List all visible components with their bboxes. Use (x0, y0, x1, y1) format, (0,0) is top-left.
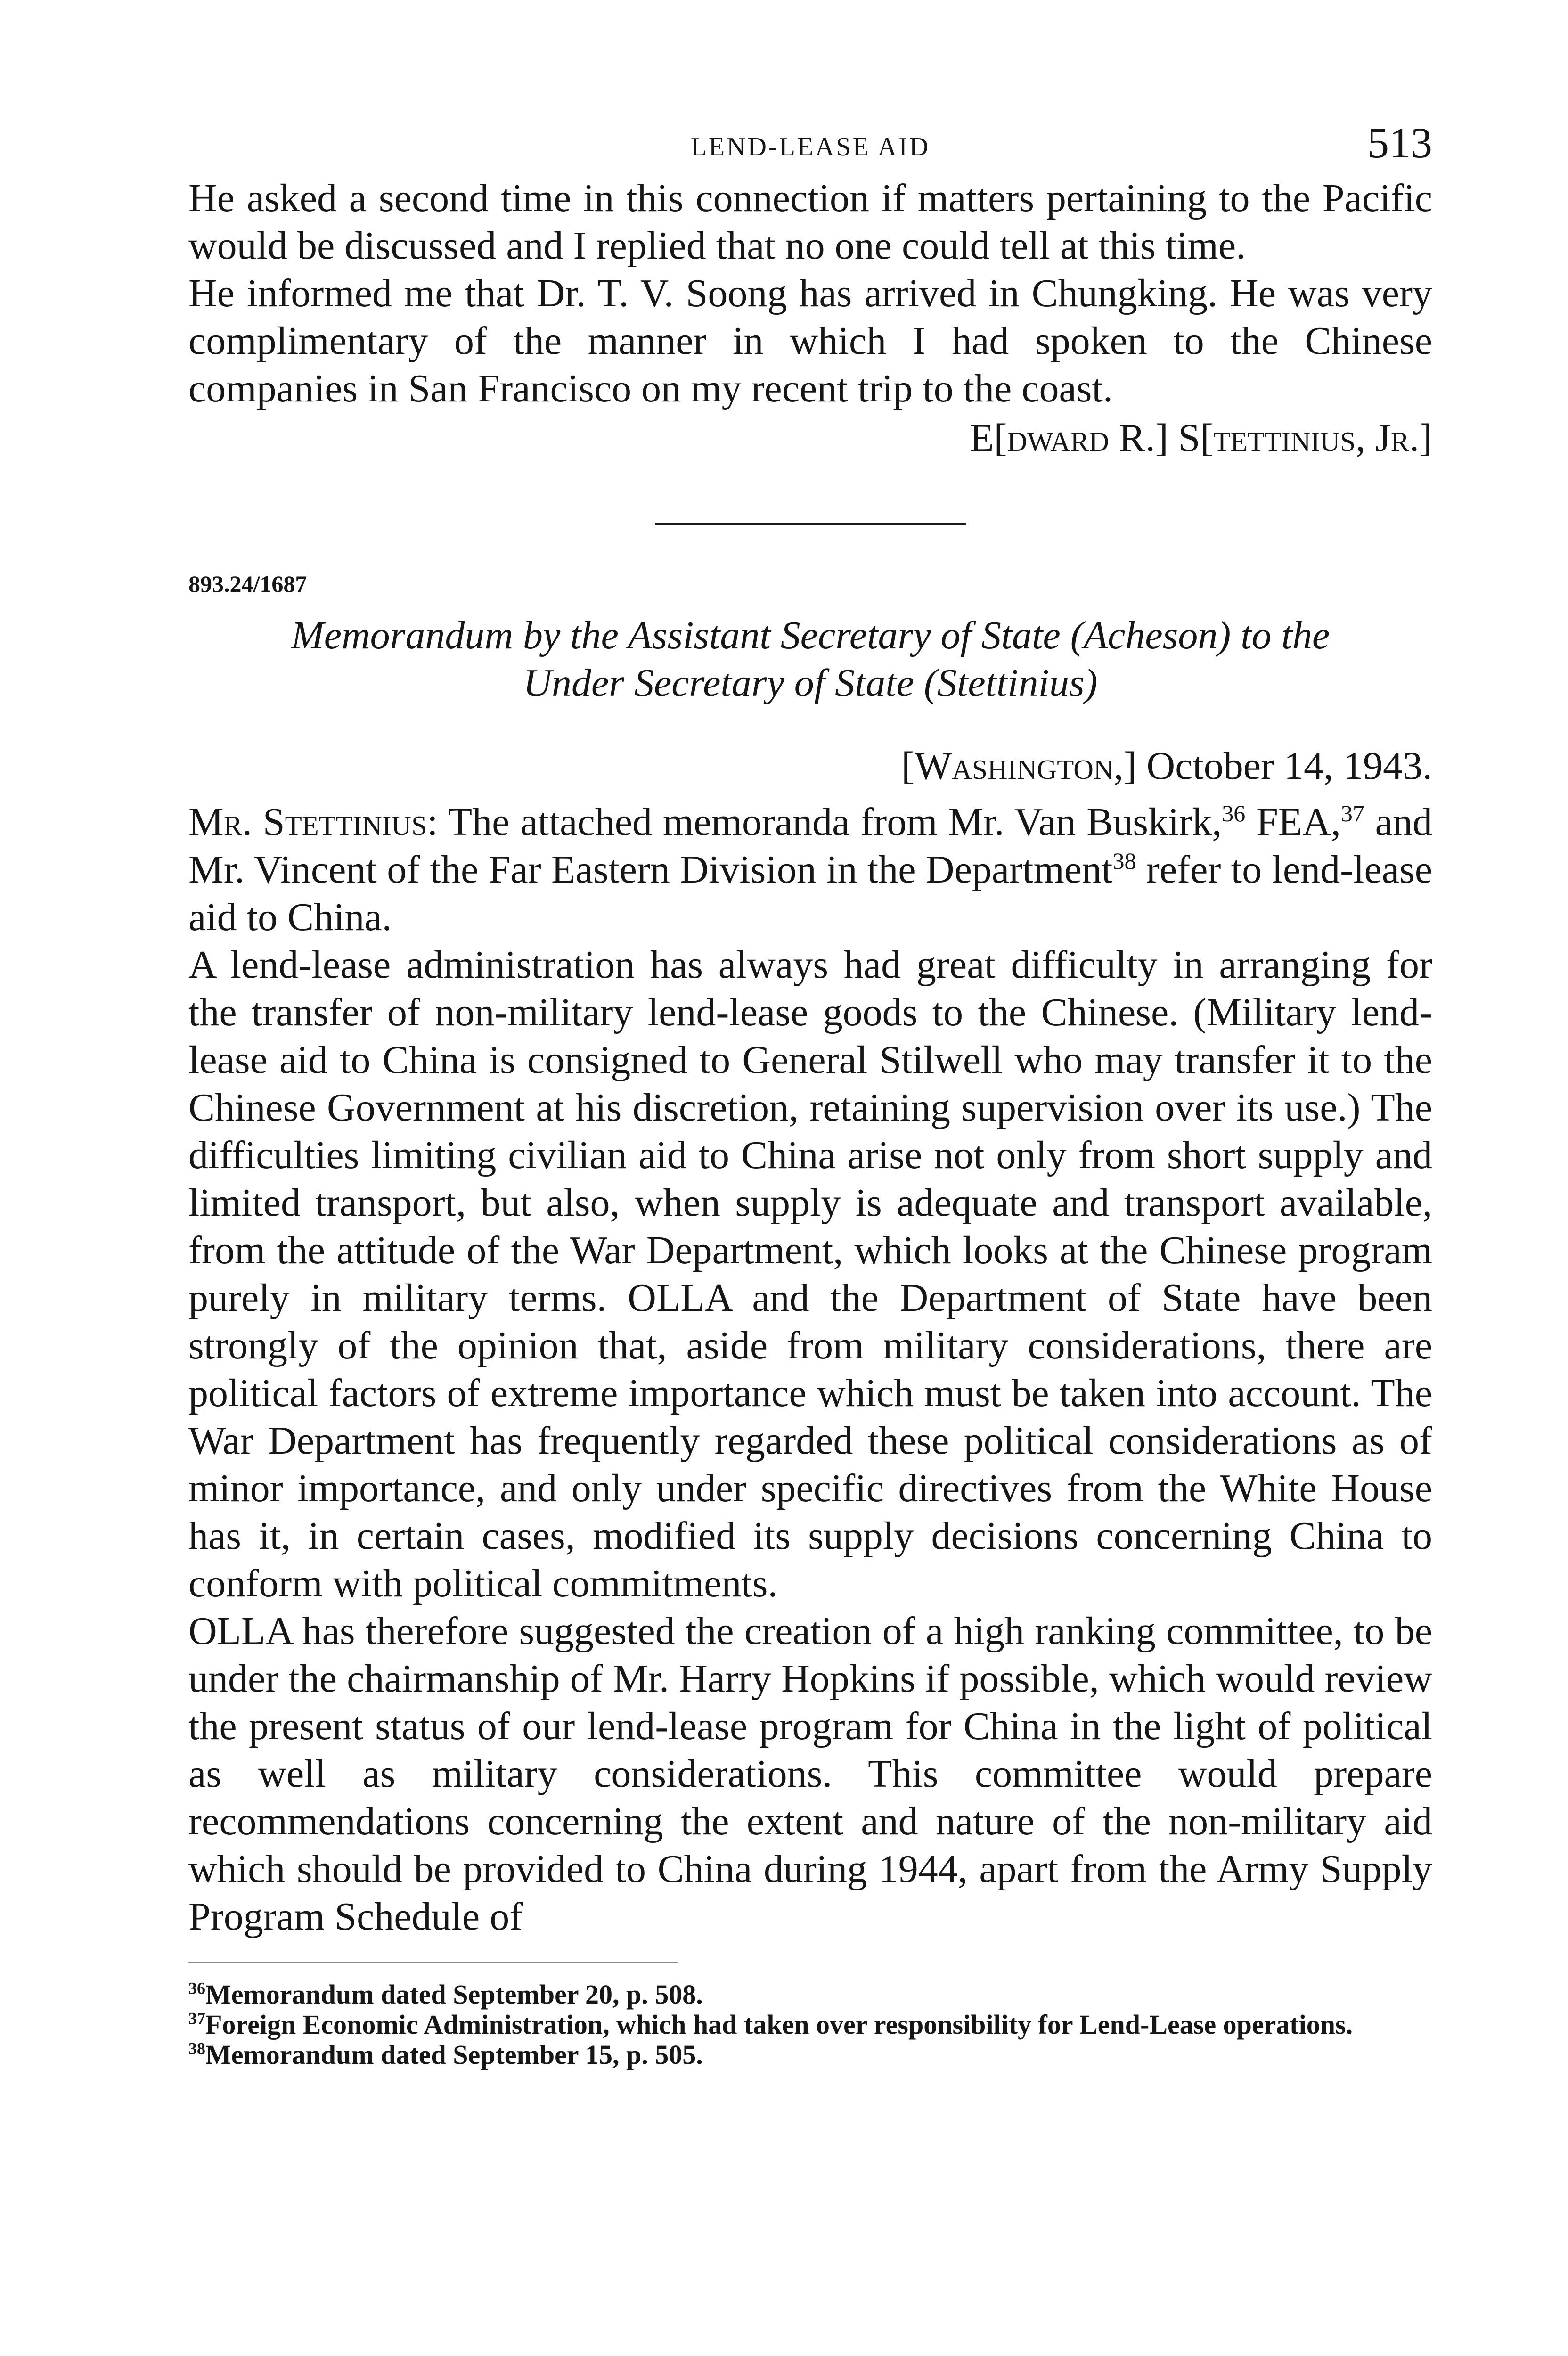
dateline-date: October 14, 1943. (1136, 744, 1432, 788)
memo-paragraph-1-text-d: refer to lend-lease aid to China. (188, 848, 1432, 939)
section-divider (655, 523, 966, 525)
footnote-mark-38: 38 (188, 2039, 205, 2058)
footnote-mark-37: 37 (188, 2009, 205, 2028)
signature: E[dward R.] S[tettinius, Jr.] (970, 416, 1432, 460)
memo-paragraph-1-text-a: The attached memoranda from Mr. Van Buskirk, (438, 800, 1222, 844)
footnote-divider (188, 1962, 678, 1963)
dateline-place: [Washington,] (901, 744, 1137, 788)
document-title-line-1: Memorandum by the Assistant Secretary of State (Acheson) to the (291, 614, 1330, 657)
footnote-mark-36: 36 (188, 1979, 205, 1998)
opening-paragraph-1: He asked a second time in this connection if matters pertaining to the Pacific would be discussed and I replied that no one could tell at this time. (188, 176, 1432, 268)
opening-section (188, 174, 1432, 462)
memorandum-body (188, 798, 1432, 1940)
file-number: 893.24/1687 (188, 571, 307, 597)
footnote-ref-37: 37 (1340, 800, 1364, 826)
running-head (188, 118, 1432, 174)
document-title-line-2: Under Secretary of State (Stettinius) (523, 661, 1098, 705)
memo-paragraph-3: OLLA has therefore suggested the creation of a high ranking committee, to be under the chairmanship of Mr. Harry Hopkins if possible, which would review the present status of our lend-lease program for China in the light of political as well as military considerations. This committee would prepare recommendations concerning the extent and nature of the non-military aid which should be provided to China during 1944, apart from the Army Supply Program Schedule of (188, 1609, 1432, 1939)
footnote-ref-36: 36 (1222, 800, 1246, 826)
memo-paragraph-2: A lend-lease administration has always had great difficulty in arranging for the transfer of non-military lend-lease goods to the Chinese. (Military lend-lease aid to China is consigned to General Stilwell who may transfer it to the Chinese Government at his discretion, retaining supervision over its use.) The difficulties limiting civilian aid to China arise not only from short supply and limited transport, but also, when supply is adequate and transport available, from the attitude of the War Department, which looks at the Chinese program purely in military terms. OLLA and the Department of State have been strongly of the opinion that, aside from military considerations, there are political factors of extreme importance which must be taken into account. The War Department has frequently regarded these political considerations as of minor importance, and only under specific directives from the White House has it, in certain cases, modified its supply decisions concerning China to conform with political commitments. (188, 943, 1432, 1605)
page (188, 118, 1432, 2070)
footnotes (188, 1980, 1432, 2070)
running-title: LEND-LEASE AID (690, 132, 931, 162)
document-title (188, 612, 1432, 707)
footnote-36 (188, 1980, 1432, 2010)
footnote-37 (188, 2010, 1432, 2040)
footnote-38 (188, 2040, 1432, 2070)
opening-paragraph-2: He informed me that Dr. T. V. Soong has arrived in Chungking. He was very complimentary of the manner in which I had spoken to the Chinese companies in San Francisco on my recent trip to the coast. (188, 271, 1432, 410)
footnote-text-36: Memorandum dated September 20, p. 508. (205, 1979, 703, 2010)
dateline (188, 742, 1432, 790)
footnote-text-38: Memorandum dated September 15, p. 505. (205, 2039, 703, 2070)
memo-paragraph-1-text-b: FEA, (1245, 800, 1341, 844)
memo-paragraph-1-text-c: and Mr. Vincent of the Far Eastern Division in the Department (188, 800, 1432, 892)
footnote-ref-38: 38 (1112, 848, 1136, 874)
salutation: Mr. Stettinius: (188, 800, 438, 844)
page-number: 513 (1367, 119, 1432, 167)
footnote-text-37: Foreign Economic Administration, which had taken over responsibility for Lend-Lease operations. (205, 2009, 1353, 2040)
memo-paragraph-1 (188, 798, 1432, 941)
